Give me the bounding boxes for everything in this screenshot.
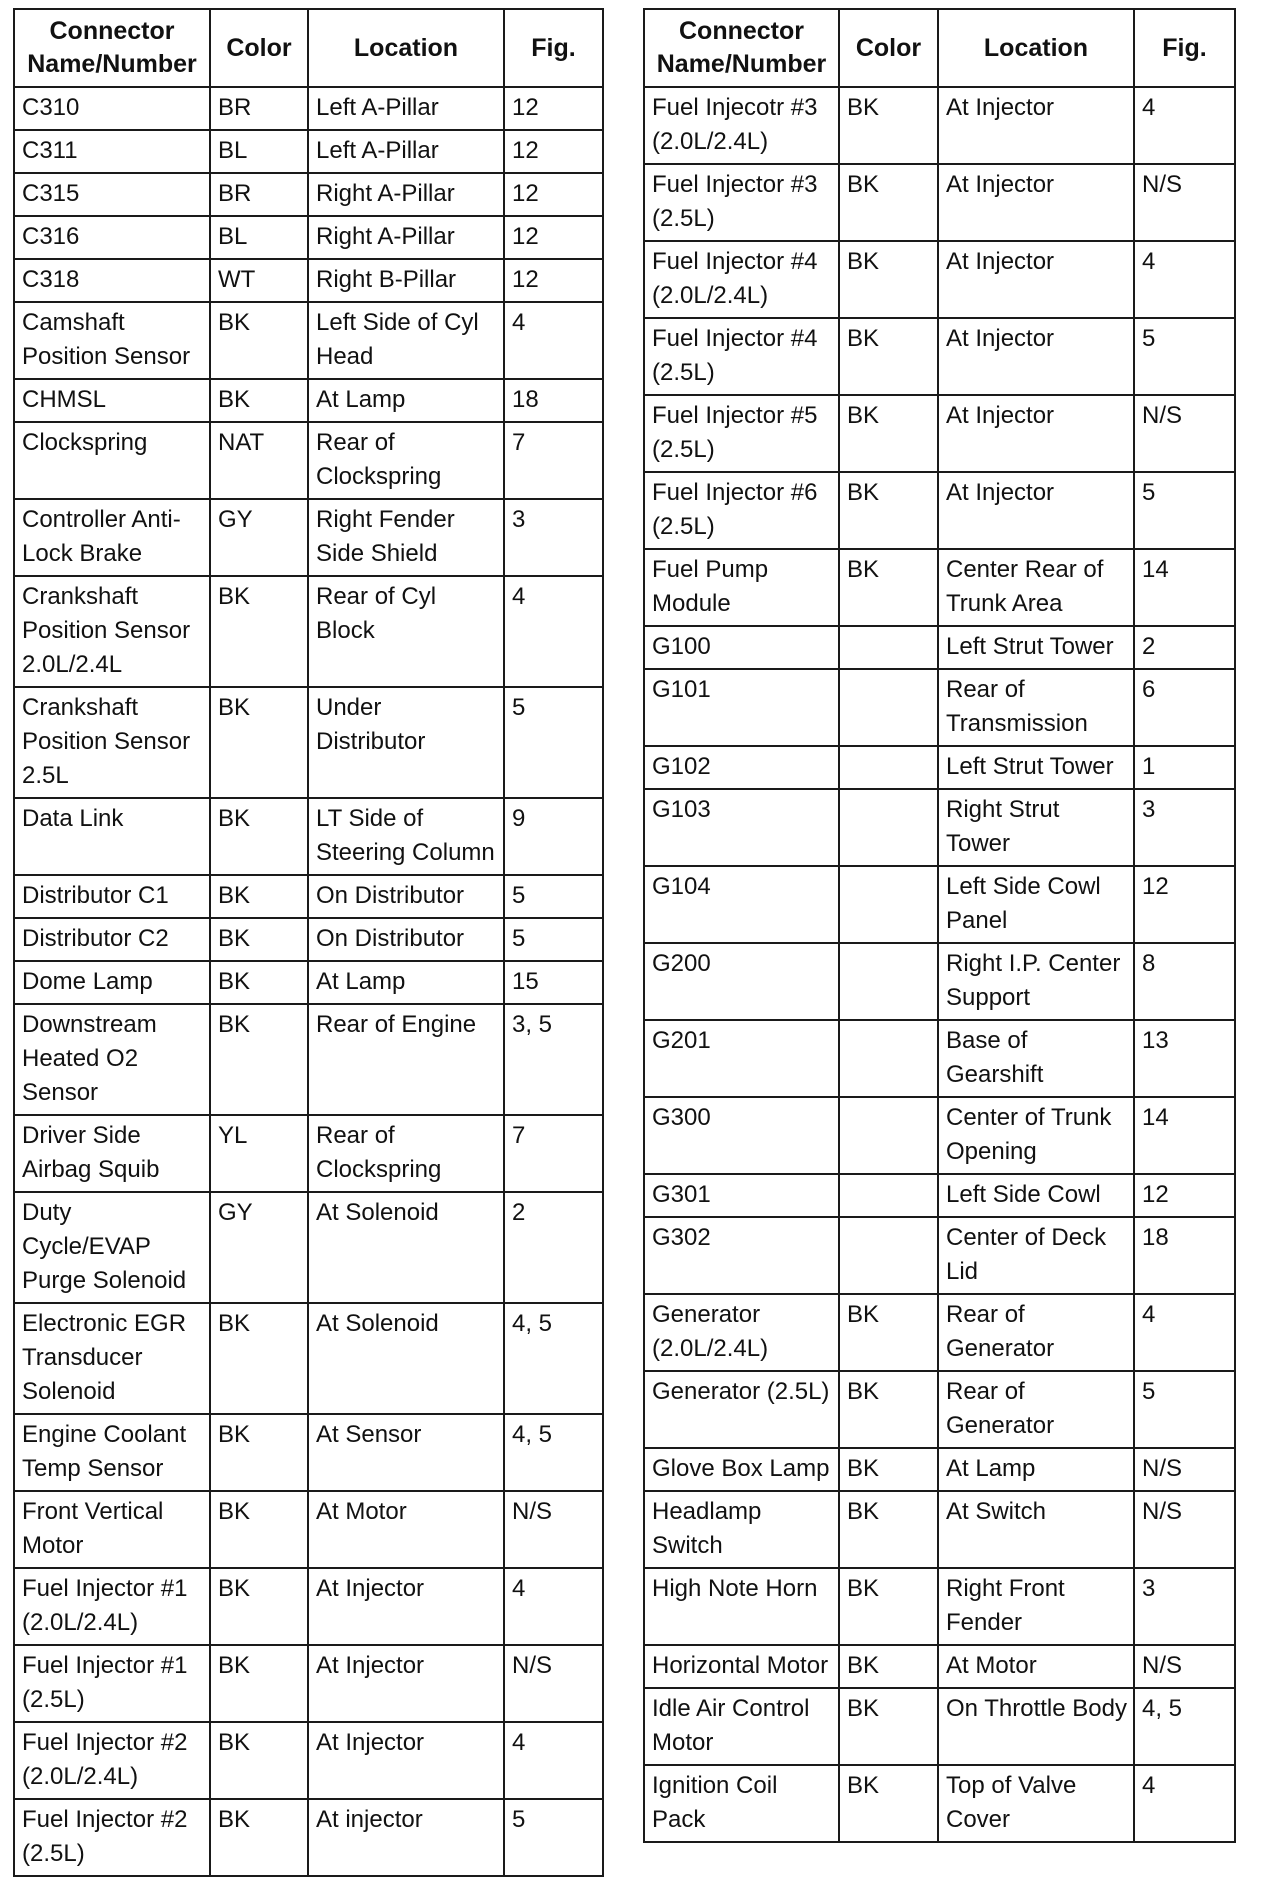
color-cell — [839, 866, 938, 943]
header-color: Color — [210, 9, 308, 87]
table-row — [644, 626, 1235, 669]
table-row — [644, 1491, 1235, 1568]
color-cell — [839, 669, 938, 746]
table-row — [14, 1303, 603, 1414]
location-cell: At Motor — [308, 1491, 504, 1568]
fig-cell: 7 — [504, 422, 603, 499]
connector-name-cell: Engine Coolant Temp Sensor — [14, 1414, 210, 1491]
fig-cell: 7 — [504, 1115, 603, 1192]
location-cell: Center Rear of Trunk Area — [938, 549, 1134, 626]
location-cell: At Injector — [308, 1568, 504, 1645]
connector-name-cell: Ignition Coil Pack — [644, 1765, 839, 1842]
fig-cell: 4 — [504, 576, 603, 687]
header-connector-name: Connector Name/Number — [14, 9, 210, 87]
location-cell: Rear of Transmission — [938, 669, 1134, 746]
table-row — [644, 472, 1235, 549]
color-cell: GY — [210, 499, 308, 576]
color-cell — [839, 1217, 938, 1294]
table-row — [14, 875, 603, 918]
fig-cell: 12 — [504, 216, 603, 259]
table-row — [644, 746, 1235, 789]
location-cell: On Throttle Body — [938, 1688, 1134, 1765]
location-cell: At Lamp — [308, 961, 504, 1004]
connector-name-cell: Distributor C1 — [14, 875, 210, 918]
location-cell: Right A-Pillar — [308, 173, 504, 216]
table-row — [644, 549, 1235, 626]
fig-cell: 3 — [1134, 789, 1235, 866]
fig-cell: 4, 5 — [1134, 1688, 1235, 1765]
fig-cell: 12 — [504, 259, 603, 302]
fig-cell: 6 — [1134, 669, 1235, 746]
location-cell: At Injector — [938, 318, 1134, 395]
connector-name-cell: Generator (2.5L) — [644, 1371, 839, 1448]
location-cell: Left Side of Cyl Head — [308, 302, 504, 379]
connector-name-cell: G103 — [644, 789, 839, 866]
table-row — [14, 1722, 603, 1799]
connector-name-cell: High Note Horn — [644, 1568, 839, 1645]
fig-cell: 12 — [504, 130, 603, 173]
table-row — [14, 1414, 603, 1491]
table-row — [14, 687, 603, 798]
table-row — [644, 1294, 1235, 1371]
table-row — [644, 318, 1235, 395]
table-row — [644, 1020, 1235, 1097]
location-cell: At Solenoid — [308, 1192, 504, 1303]
location-cell: Rear of Clockspring — [308, 422, 504, 499]
fig-cell: 14 — [1134, 549, 1235, 626]
table-row — [14, 499, 603, 576]
fig-cell: N/S — [1134, 1448, 1235, 1491]
color-cell: BK — [210, 1491, 308, 1568]
connector-table-left — [13, 8, 604, 1877]
color-cell: BK — [839, 1294, 938, 1371]
table-row — [644, 1174, 1235, 1217]
table-row — [14, 798, 603, 875]
connector-name-cell: C311 — [14, 130, 210, 173]
connector-name-cell: Fuel Injector #1 (2.5L) — [14, 1645, 210, 1722]
location-cell: LT Side of Steering Column — [308, 798, 504, 875]
fig-cell: 4 — [1134, 1765, 1235, 1842]
connector-name-cell: C316 — [14, 216, 210, 259]
table-row — [644, 1568, 1235, 1645]
color-cell: BL — [210, 216, 308, 259]
fig-cell: 5 — [504, 1799, 603, 1876]
location-cell: Rear of Engine — [308, 1004, 504, 1115]
fig-cell: 5 — [1134, 318, 1235, 395]
table-body-left — [14, 87, 603, 1876]
fig-cell: 4 — [1134, 241, 1235, 318]
fig-cell: 4 — [1134, 1294, 1235, 1371]
table-row — [644, 164, 1235, 241]
connector-name-cell: CHMSL — [14, 379, 210, 422]
table-row — [14, 1192, 603, 1303]
location-cell: On Distributor — [308, 918, 504, 961]
location-cell: Right Fender Side Shield — [308, 499, 504, 576]
location-cell: Rear of Clockspring — [308, 1115, 504, 1192]
color-cell: BK — [839, 164, 938, 241]
location-cell: At Injector — [938, 164, 1134, 241]
connector-name-cell: G100 — [644, 626, 839, 669]
color-cell — [839, 1097, 938, 1174]
connector-name-cell: Fuel Injector #3 (2.5L) — [644, 164, 839, 241]
table-row — [14, 87, 603, 130]
fig-cell: 4 — [504, 1722, 603, 1799]
connector-name-cell: Data Link — [14, 798, 210, 875]
location-cell: Rear of Generator — [938, 1294, 1134, 1371]
location-cell: Left A-Pillar — [308, 130, 504, 173]
fig-cell: 18 — [504, 379, 603, 422]
color-cell: BK — [839, 1645, 938, 1688]
location-cell: At Sensor — [308, 1414, 504, 1491]
location-cell: Left Strut Tower — [938, 626, 1134, 669]
location-cell: At Injector — [938, 87, 1134, 164]
location-cell: On Distributor — [308, 875, 504, 918]
header-row — [14, 9, 603, 87]
location-cell: Center of Deck Lid — [938, 1217, 1134, 1294]
table-row — [14, 1004, 603, 1115]
fig-cell: 13 — [1134, 1020, 1235, 1097]
connector-name-cell: Driver Side Airbag Squib — [14, 1115, 210, 1192]
location-cell: At Lamp — [938, 1448, 1134, 1491]
fig-cell: 12 — [504, 173, 603, 216]
table-row — [14, 259, 603, 302]
color-cell: BK — [839, 1491, 938, 1568]
connector-name-cell: Fuel Pump Module — [644, 549, 839, 626]
fig-cell: 3, 5 — [504, 1004, 603, 1115]
table-row — [644, 1097, 1235, 1174]
connector-name-cell: Electronic EGR Transducer Solenoid — [14, 1303, 210, 1414]
fig-cell: 8 — [1134, 943, 1235, 1020]
color-cell: BK — [210, 961, 308, 1004]
header-row — [644, 9, 1235, 87]
location-cell: Top of Valve Cover — [938, 1765, 1134, 1842]
connector-table-right — [643, 8, 1236, 1843]
table-row — [644, 1448, 1235, 1491]
connector-name-cell: Glove Box Lamp — [644, 1448, 839, 1491]
location-cell: At Motor — [938, 1645, 1134, 1688]
location-cell: At Lamp — [308, 379, 504, 422]
fig-cell: N/S — [1134, 1645, 1235, 1688]
connector-name-cell: Headlamp Switch — [644, 1491, 839, 1568]
table-body-right — [644, 87, 1235, 1842]
color-cell: BR — [210, 173, 308, 216]
color-cell: BK — [210, 875, 308, 918]
connector-name-cell: G101 — [644, 669, 839, 746]
table-row — [644, 241, 1235, 318]
color-cell: BK — [210, 1414, 308, 1491]
location-cell: Right Strut Tower — [938, 789, 1134, 866]
color-cell: BK — [839, 549, 938, 626]
color-cell: BK — [839, 1688, 938, 1765]
color-cell: BK — [210, 1722, 308, 1799]
color-cell: BK — [210, 379, 308, 422]
table-row — [644, 87, 1235, 164]
connector-name-cell: Fuel Injector #4 (2.0L/2.4L) — [644, 241, 839, 318]
location-cell: Left Strut Tower — [938, 746, 1134, 789]
connector-name-cell: Fuel Injector #5 (2.5L) — [644, 395, 839, 472]
table-row — [14, 379, 603, 422]
header-location: Location — [938, 9, 1134, 87]
fig-cell: N/S — [1134, 395, 1235, 472]
connector-name-cell: Crankshaft Position Sensor 2.0L/2.4L — [14, 576, 210, 687]
fig-cell: 1 — [1134, 746, 1235, 789]
color-cell: BK — [839, 1371, 938, 1448]
table-row — [644, 1217, 1235, 1294]
connector-name-cell: Idle Air Control Motor — [644, 1688, 839, 1765]
color-cell: YL — [210, 1115, 308, 1192]
color-cell: BK — [210, 918, 308, 961]
color-cell — [839, 1174, 938, 1217]
table-row — [14, 130, 603, 173]
color-cell: BK — [210, 1568, 308, 1645]
connector-name-cell: G102 — [644, 746, 839, 789]
connector-name-cell: Dome Lamp — [14, 961, 210, 1004]
table-row — [644, 1765, 1235, 1842]
location-cell: Left Side Cowl Panel — [938, 866, 1134, 943]
color-cell: BK — [210, 687, 308, 798]
header-connector-name: Connector Name/Number — [644, 9, 839, 87]
header-fig: Fig. — [1134, 9, 1235, 87]
location-cell: At injector — [308, 1799, 504, 1876]
connector-name-cell: Fuel Injector #2 (2.0L/2.4L) — [14, 1722, 210, 1799]
fig-cell: N/S — [1134, 164, 1235, 241]
color-cell — [839, 746, 938, 789]
color-cell: BK — [839, 1448, 938, 1491]
header-location: Location — [308, 9, 504, 87]
fig-cell: 2 — [504, 1192, 603, 1303]
table-row — [644, 943, 1235, 1020]
color-cell — [839, 943, 938, 1020]
color-cell: BK — [839, 1765, 938, 1842]
location-cell: Right I.P. Center Support — [938, 943, 1134, 1020]
connector-name-cell: G104 — [644, 866, 839, 943]
table-row — [14, 576, 603, 687]
color-cell: BL — [210, 130, 308, 173]
fig-cell: 4, 5 — [504, 1303, 603, 1414]
location-cell: Right Front Fender — [938, 1568, 1134, 1645]
connector-name-cell: C315 — [14, 173, 210, 216]
connector-name-cell: Camshaft Position Sensor — [14, 302, 210, 379]
fig-cell: 2 — [1134, 626, 1235, 669]
table-row — [14, 422, 603, 499]
header-color: Color — [839, 9, 938, 87]
location-cell: At Switch — [938, 1491, 1134, 1568]
location-cell: At Injector — [938, 472, 1134, 549]
color-cell — [839, 626, 938, 669]
color-cell: BK — [210, 302, 308, 379]
connector-name-cell: C310 — [14, 87, 210, 130]
fig-cell: 4, 5 — [504, 1414, 603, 1491]
connector-name-cell: Front Vertical Motor — [14, 1491, 210, 1568]
fig-cell: 12 — [1134, 866, 1235, 943]
fig-cell: 5 — [504, 875, 603, 918]
location-cell: At Injector — [308, 1722, 504, 1799]
location-cell: At Injector — [938, 241, 1134, 318]
connector-name-cell: C318 — [14, 259, 210, 302]
location-cell: At Injector — [308, 1645, 504, 1722]
table-row — [14, 961, 603, 1004]
location-cell: Rear of Generator — [938, 1371, 1134, 1448]
table-row — [14, 302, 603, 379]
color-cell: GY — [210, 1192, 308, 1303]
connector-name-cell: G300 — [644, 1097, 839, 1174]
location-cell: Right B-Pillar — [308, 259, 504, 302]
connector-name-cell: Fuel Injector #6 (2.5L) — [644, 472, 839, 549]
connector-name-cell: G201 — [644, 1020, 839, 1097]
fig-cell: 3 — [1134, 1568, 1235, 1645]
location-cell: Right A-Pillar — [308, 216, 504, 259]
fig-cell: N/S — [504, 1645, 603, 1722]
connector-name-cell: Generator (2.0L/2.4L) — [644, 1294, 839, 1371]
connector-name-cell: Fuel Injector #1 (2.0L/2.4L) — [14, 1568, 210, 1645]
table-row — [644, 1688, 1235, 1765]
fig-cell: 5 — [504, 918, 603, 961]
table-row — [14, 173, 603, 216]
header-fig: Fig. — [504, 9, 603, 87]
location-cell: Left Side Cowl — [938, 1174, 1134, 1217]
table-row — [644, 866, 1235, 943]
location-cell: Center of Trunk Opening — [938, 1097, 1134, 1174]
connector-name-cell: Horizontal Motor — [644, 1645, 839, 1688]
color-cell — [839, 789, 938, 866]
location-cell: At Injector — [938, 395, 1134, 472]
fig-cell: N/S — [1134, 1491, 1235, 1568]
table-row — [14, 1799, 603, 1876]
table-row — [644, 789, 1235, 866]
connector-name-cell: Fuel Injecotr #3 (2.0L/2.4L) — [644, 87, 839, 164]
fig-cell: 4 — [504, 302, 603, 379]
color-cell: BK — [210, 1004, 308, 1115]
fig-cell: 4 — [1134, 87, 1235, 164]
color-cell: WT — [210, 259, 308, 302]
fig-cell: N/S — [504, 1491, 603, 1568]
color-cell: NAT — [210, 422, 308, 499]
location-cell: At Solenoid — [308, 1303, 504, 1414]
color-cell: BK — [210, 576, 308, 687]
connector-name-cell: Clockspring — [14, 422, 210, 499]
connector-name-cell: Downstream Heated O2 Sensor — [14, 1004, 210, 1115]
connector-name-cell: Controller Anti-Lock Brake — [14, 499, 210, 576]
fig-cell: 5 — [1134, 472, 1235, 549]
table-row — [644, 1645, 1235, 1688]
location-cell: Under Distributor — [308, 687, 504, 798]
fig-cell: 15 — [504, 961, 603, 1004]
color-cell — [839, 1020, 938, 1097]
connector-name-cell: Crankshaft Position Sensor 2.5L — [14, 687, 210, 798]
connector-name-cell: Fuel Injector #2 (2.5L) — [14, 1799, 210, 1876]
color-cell: BK — [839, 395, 938, 472]
connector-name-cell: Duty Cycle/EVAP Purge Solenoid — [14, 1192, 210, 1303]
color-cell: BK — [839, 318, 938, 395]
color-cell: BK — [210, 798, 308, 875]
color-cell: BK — [839, 472, 938, 549]
color-cell: BK — [839, 87, 938, 164]
fig-cell: 9 — [504, 798, 603, 875]
fig-cell: 5 — [504, 687, 603, 798]
table-row — [14, 1645, 603, 1722]
table-row — [14, 918, 603, 961]
table-row — [14, 1568, 603, 1645]
connector-name-cell: Fuel Injector #4 (2.5L) — [644, 318, 839, 395]
table-row — [644, 669, 1235, 746]
fig-cell: 12 — [1134, 1174, 1235, 1217]
fig-cell: 5 — [1134, 1371, 1235, 1448]
fig-cell: 18 — [1134, 1217, 1235, 1294]
table-row — [14, 1115, 603, 1192]
fig-cell: 12 — [504, 87, 603, 130]
table-row — [14, 1491, 603, 1568]
table-row — [644, 1371, 1235, 1448]
connector-name-cell: G301 — [644, 1174, 839, 1217]
location-cell: Base of Gearshift — [938, 1020, 1134, 1097]
color-cell: BR — [210, 87, 308, 130]
table-row — [14, 216, 603, 259]
color-cell: BK — [839, 241, 938, 318]
fig-cell: 4 — [504, 1568, 603, 1645]
connector-name-cell: G200 — [644, 943, 839, 1020]
color-cell: BK — [210, 1645, 308, 1722]
color-cell: BK — [210, 1303, 308, 1414]
table-row — [644, 395, 1235, 472]
connector-name-cell: G302 — [644, 1217, 839, 1294]
fig-cell: 14 — [1134, 1097, 1235, 1174]
location-cell: Left A-Pillar — [308, 87, 504, 130]
location-cell: Rear of Cyl Block — [308, 576, 504, 687]
connector-name-cell: Distributor C2 — [14, 918, 210, 961]
fig-cell: 3 — [504, 499, 603, 576]
color-cell: BK — [210, 1799, 308, 1876]
color-cell: BK — [839, 1568, 938, 1645]
